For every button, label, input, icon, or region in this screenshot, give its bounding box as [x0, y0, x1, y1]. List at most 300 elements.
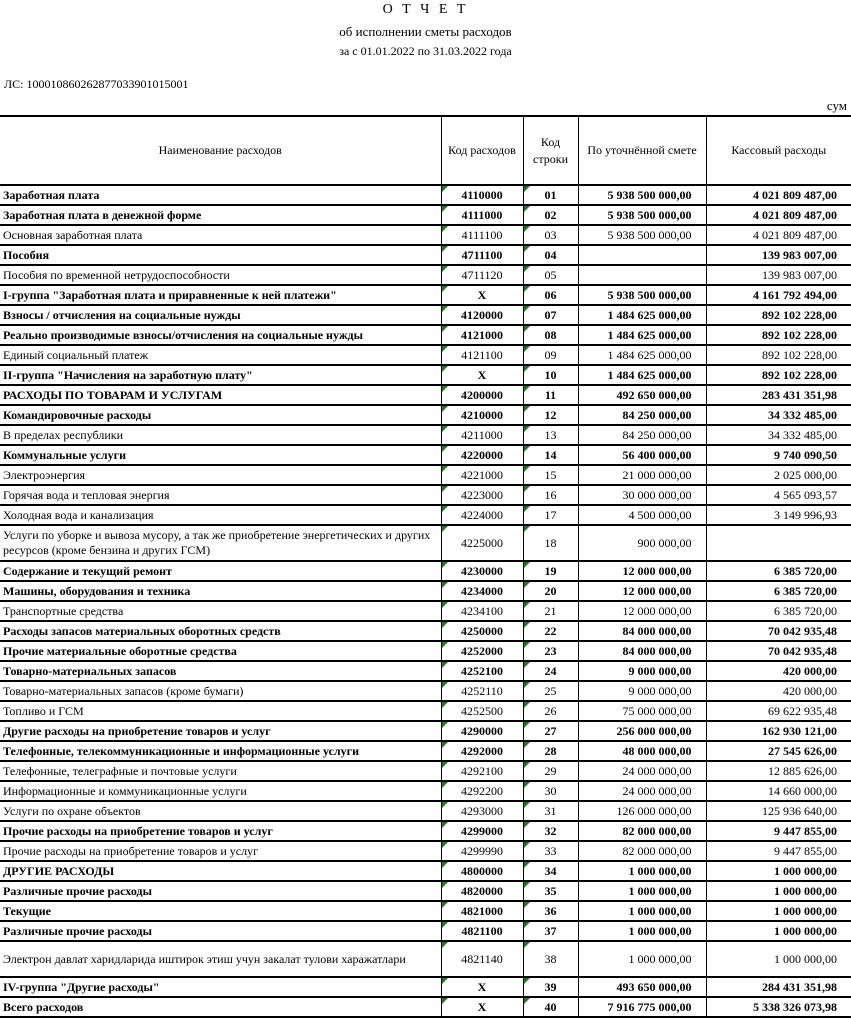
expense-code-cell: [441, 581, 523, 601]
expense-code-cell: [441, 485, 523, 505]
table-row: [0, 205, 851, 225]
planned-amount-cell-text: 9 000 000,00: [628, 663, 692, 678]
line-code-cell: [523, 701, 578, 721]
cash-amount-cell: [706, 285, 851, 305]
expense-code-cell: [441, 641, 523, 661]
line-code-cell: [523, 601, 578, 621]
cell-note-marker-icon: [442, 662, 448, 668]
cell-note-marker-icon: [442, 306, 448, 312]
account-number: ЛС: 100010860262877033901015001: [4, 77, 189, 91]
expense-code-cell: [441, 861, 523, 881]
cash-amount-cell: [706, 185, 851, 205]
line-code-cell-text: 11: [544, 387, 557, 402]
cell-note-marker-icon: [524, 942, 530, 948]
expense-code-cell: [441, 781, 523, 801]
expense-name-cell: [0, 225, 441, 245]
cell-note-marker-icon: [442, 722, 448, 728]
cell-note-marker-icon: [442, 266, 448, 272]
table-row: [0, 485, 851, 505]
expense-code-cell-text: 4293000: [461, 803, 503, 818]
expense-name-cell: [0, 365, 441, 385]
expense-code-cell-text: 4292000: [461, 743, 503, 758]
planned-amount-cell-text: 1 000 000,00: [628, 951, 692, 966]
cell-note-marker-icon: [442, 286, 448, 292]
cash-amount-cell-text: 3 149 996,93: [774, 507, 837, 522]
line-code-cell: [523, 285, 578, 305]
cash-amount-cell-text: 70 042 935,48: [768, 643, 837, 658]
planned-amount-cell: [578, 721, 706, 741]
planned-amount-cell: [578, 561, 706, 581]
cash-amount-cell: [706, 701, 851, 721]
expense-name-cell-text: Командировочные расходы: [3, 407, 152, 422]
expense-name-cell: [0, 305, 441, 325]
cell-note-marker-icon: [442, 366, 448, 372]
planned-amount-cell: [578, 581, 706, 601]
expense-code-cell: [441, 681, 523, 701]
expense-code-cell: [441, 285, 523, 305]
expense-name-cell-text: Электрон давлат харидларида иштирок этиш учун закалат тулови харажатлари: [3, 951, 406, 966]
line-code-cell-text: 27: [544, 723, 557, 738]
table-row: [0, 525, 851, 561]
expense-code-cell: [441, 345, 523, 365]
line-code-cell-text: 04: [544, 247, 557, 262]
line-code-cell-text: 31: [544, 803, 557, 818]
line-code-cell-text: 08: [544, 327, 557, 342]
planned-amount-cell-text: 84 250 000,00: [622, 407, 692, 422]
expense-code-cell: [441, 977, 523, 997]
line-code-cell-text: 14: [544, 447, 557, 462]
expense-name-cell-text: Прочие материальные оборотные средства: [3, 643, 237, 658]
expense-name-cell-text: Различные прочие расходы: [3, 923, 152, 938]
cell-note-marker-icon: [442, 246, 448, 252]
cell-note-marker-icon: [524, 682, 530, 688]
line-code-cell: [523, 977, 578, 997]
expense-code-cell-text: X: [477, 367, 487, 382]
cell-note-marker-icon: [524, 722, 530, 728]
expense-name-cell-text: Холодная вода и канализация: [3, 507, 154, 522]
cell-note-marker-icon: [442, 842, 448, 848]
expense-name-cell: [0, 941, 441, 977]
expense-name-cell: [0, 661, 441, 681]
cash-amount-cell-text: 125 936 640,00: [762, 803, 837, 818]
line-code-cell: [523, 485, 578, 505]
planned-amount-cell: [578, 465, 706, 485]
expense-code-cell: [441, 997, 523, 1017]
expense-name-cell: [0, 185, 441, 205]
table-row: [0, 721, 851, 741]
cell-note-marker-icon: [524, 466, 530, 472]
planned-amount-cell-text: 493 650 000,00: [616, 979, 692, 994]
cash-amount-cell-text: 9 740 090,50: [774, 447, 837, 462]
cell-note-marker-icon: [524, 862, 530, 868]
planned-amount-cell-text: 5 938 500 000,00: [607, 287, 692, 302]
column-header-cash: Кассовый расходы: [706, 116, 851, 185]
expense-code-cell-text: 4821100: [461, 923, 503, 938]
cash-amount-cell-text: 5 338 326 073,98: [753, 999, 837, 1014]
planned-amount-cell-text: 5 938 500 000,00: [607, 227, 692, 242]
expense-name-cell: [0, 997, 441, 1017]
expense-code-cell-text: 4711100: [461, 247, 503, 262]
expense-code-cell-text: 4252500: [461, 703, 503, 718]
expense-code-cell: [441, 841, 523, 861]
column-header-name: Наименование расходов: [0, 116, 441, 185]
planned-amount-cell-text: 75 000 000,00: [622, 703, 692, 718]
planned-amount-cell-text: 24 000 000,00: [622, 783, 692, 798]
expense-code-cell-text: 4292200: [461, 783, 503, 798]
cell-note-marker-icon: [524, 186, 530, 192]
expense-code-cell: [441, 801, 523, 821]
cell-note-marker-icon: [442, 742, 448, 748]
cell-note-marker-icon: [442, 882, 448, 888]
planned-amount-cell-text: 1 000 000,00: [628, 923, 692, 938]
expense-code-cell: [441, 405, 523, 425]
cash-amount-cell: [706, 305, 851, 325]
cash-amount-cell: [706, 225, 851, 245]
planned-amount-cell: [578, 781, 706, 801]
expense-code-cell-text: X: [477, 287, 487, 302]
line-code-cell-text: 02: [544, 207, 557, 222]
expense-name-cell: [0, 505, 441, 525]
cell-note-marker-icon: [524, 842, 530, 848]
table-row: [0, 681, 851, 701]
cash-amount-cell-text: 27 545 626,00: [768, 743, 837, 758]
planned-amount-cell: [578, 265, 706, 285]
planned-amount-cell: [578, 445, 706, 465]
expense-name-cell: [0, 445, 441, 465]
expense-name-cell-text: Текущие: [3, 903, 51, 918]
expense-name-cell-text: Пособия: [3, 247, 50, 262]
cash-amount-cell-text: 283 431 351,98: [762, 387, 837, 402]
cash-amount-cell: [706, 741, 851, 761]
expense-code-cell: [441, 305, 523, 325]
line-code-cell-text: 26: [544, 703, 557, 718]
cell-note-marker-icon: [442, 186, 448, 192]
expense-name-cell-text: Услуги по уборке и вывоза мусору, а так же приобретение энергетических и других ресурсов (кроме бензина и других ГСМ): [3, 528, 431, 557]
expense-code-cell-text: 4821140: [461, 951, 503, 966]
cell-note-marker-icon: [524, 286, 530, 292]
cell-note-marker-icon: [524, 642, 530, 648]
expense-name-cell: [0, 205, 441, 225]
line-code-cell: [523, 425, 578, 445]
expense-name-cell: [0, 285, 441, 305]
cell-note-marker-icon: [442, 226, 448, 232]
expense-name-cell-text: Основная заработная плата: [3, 227, 143, 242]
cash-amount-cell: [706, 941, 851, 977]
expense-name-cell: [0, 465, 441, 485]
column-header-expense-code: Код расходов: [441, 116, 523, 185]
cash-amount-cell: [706, 245, 851, 265]
cash-amount-cell-text: 6 385 720,00: [774, 583, 837, 598]
planned-amount-cell-text: 48 000 000,00: [622, 743, 692, 758]
table-row: [0, 185, 851, 205]
expense-name-cell: [0, 405, 441, 425]
expense-name-cell: [0, 821, 441, 841]
expense-code-cell: [441, 941, 523, 977]
cash-amount-cell-text: 70 042 935,48: [768, 623, 837, 638]
cash-amount-cell: [706, 485, 851, 505]
cash-amount-cell: [706, 205, 851, 225]
expense-code-cell: [441, 465, 523, 485]
expense-name-cell: [0, 601, 441, 621]
line-code-cell: [523, 205, 578, 225]
table-row: [0, 385, 851, 405]
expense-code-cell: [441, 921, 523, 941]
column-header-planned: По уточнённой смете: [578, 116, 706, 185]
line-code-cell-text: 29: [544, 763, 557, 778]
cash-amount-cell-text: 6 385 720,00: [774, 563, 837, 578]
expense-name-cell-text: I-группа "Заработная плата и приравненные к ней платежи": [3, 287, 337, 302]
cell-note-marker-icon: [442, 562, 448, 568]
planned-amount-cell-text: 82 000 000,00: [622, 843, 692, 858]
cell-note-marker-icon: [442, 426, 448, 432]
cash-amount-cell-text: 892 102 228,00: [762, 367, 837, 382]
expense-name-cell-text: Прочие расходы на приобретение товаров и услуг: [3, 823, 273, 838]
cell-note-marker-icon: [524, 742, 530, 748]
cell-note-marker-icon: [442, 822, 448, 828]
cell-note-marker-icon: [442, 702, 448, 708]
expense-name-cell-text: Товарно-материальных запасов: [3, 663, 177, 678]
cell-note-marker-icon: [442, 902, 448, 908]
table-row: [0, 445, 851, 465]
planned-amount-cell-text: 9 000 000,00: [628, 683, 692, 698]
cash-amount-cell: [706, 841, 851, 861]
cash-amount-cell-text: 69 622 935,48: [768, 703, 837, 718]
cash-amount-cell: [706, 265, 851, 285]
expense-name-cell-text: РАСХОДЫ ПО ТОВАРАМ И УСЛУГАМ: [3, 387, 223, 402]
expense-code-cell-text: 4299000: [461, 823, 503, 838]
expense-name-cell: [0, 325, 441, 345]
expense-name-cell-text: В пределах республики: [3, 427, 124, 442]
cell-note-marker-icon: [442, 466, 448, 472]
cell-note-marker-icon: [524, 426, 530, 432]
cell-note-marker-icon: [524, 822, 530, 828]
expense-name-cell: [0, 425, 441, 445]
expense-code-cell-text: 4252100: [461, 663, 503, 678]
line-code-cell: [523, 405, 578, 425]
planned-amount-cell-text: 1 484 625 000,00: [607, 307, 692, 322]
expense-name-cell: [0, 485, 441, 505]
expense-name-cell-text: Другие расходы на приобретение товаров и услуг: [3, 723, 271, 738]
line-code-cell-text: 09: [544, 347, 557, 362]
expense-name-cell: [0, 781, 441, 801]
expense-name-cell: [0, 621, 441, 641]
expense-name-cell: [0, 561, 441, 581]
expense-code-cell: [441, 525, 523, 561]
expense-code-cell-text: 4252000: [461, 643, 503, 658]
line-code-cell: [523, 997, 578, 1017]
expense-name-cell-text: Различные прочие расходы: [3, 883, 152, 898]
cell-note-marker-icon: [442, 446, 448, 452]
cell-note-marker-icon: [442, 682, 448, 688]
table-row: [0, 901, 851, 921]
planned-amount-cell: [578, 205, 706, 225]
expense-code-cell-text: 4210000: [461, 407, 503, 422]
expense-name-cell: [0, 721, 441, 741]
cash-amount-cell-text: 162 930 121,00: [762, 723, 837, 738]
planned-amount-cell-text: 4 500 000,00: [628, 507, 692, 522]
expense-code-cell: [441, 205, 523, 225]
cell-note-marker-icon: [442, 762, 448, 768]
cell-note-marker-icon: [524, 406, 530, 412]
planned-amount-cell: [578, 701, 706, 721]
expense-code-cell: [441, 881, 523, 901]
expense-code-cell-text: 4225000: [461, 535, 503, 550]
cell-note-marker-icon: [442, 642, 448, 648]
line-code-cell: [523, 941, 578, 977]
expense-code-cell: [441, 601, 523, 621]
planned-amount-cell-text: 5 938 500 000,00: [607, 207, 692, 222]
table-row: [0, 941, 851, 977]
table-row: [0, 245, 851, 265]
planned-amount-cell-text: 12 000 000,00: [622, 583, 692, 598]
table-row: [0, 325, 851, 345]
line-code-cell: [523, 185, 578, 205]
expense-code-cell: [441, 385, 523, 405]
line-code-cell-text: 28: [544, 743, 557, 758]
cash-amount-cell-text: 420 000,00: [783, 683, 837, 698]
planned-amount-cell: [578, 345, 706, 365]
planned-amount-cell: [578, 741, 706, 761]
cash-amount-cell: [706, 921, 851, 941]
table-row: [0, 761, 851, 781]
cash-amount-cell-text: 420 000,00: [783, 663, 837, 678]
cash-amount-cell: [706, 661, 851, 681]
cell-note-marker-icon: [442, 802, 448, 808]
line-code-cell: [523, 561, 578, 581]
planned-amount-cell: [578, 485, 706, 505]
line-code-cell-text: 23: [544, 643, 557, 658]
expense-name-cell-text: Машины, оборудования и техника: [3, 583, 191, 598]
table-row: [0, 997, 851, 1017]
planned-amount-cell: [578, 821, 706, 841]
expense-name-cell-text: II-группа "Начисления на заработную плату": [3, 367, 253, 382]
line-code-cell: [523, 305, 578, 325]
column-header-line-code: Код строки: [523, 116, 578, 185]
cell-note-marker-icon: [524, 622, 530, 628]
cell-note-marker-icon: [524, 602, 530, 608]
expense-code-cell: [441, 741, 523, 761]
cash-amount-cell: [706, 781, 851, 801]
table-row: [0, 305, 851, 325]
planned-amount-cell-text: 82 000 000,00: [622, 823, 692, 838]
planned-amount-cell-text: 256 000 000,00: [616, 723, 692, 738]
expense-code-cell: [441, 225, 523, 245]
expense-code-cell: [441, 901, 523, 921]
expense-code-cell-text: 4121100: [461, 347, 503, 362]
expense-name-cell: [0, 801, 441, 821]
line-code-cell: [523, 505, 578, 525]
cash-amount-cell-text: 12 885 626,00: [768, 763, 837, 778]
expense-name-cell: [0, 901, 441, 921]
planned-amount-cell: [578, 661, 706, 681]
expense-name-cell: [0, 385, 441, 405]
table-row: [0, 921, 851, 941]
expense-code-cell-text: 4200000: [461, 387, 503, 402]
expense-name-cell: [0, 681, 441, 701]
cell-note-marker-icon: [524, 206, 530, 212]
cell-note-marker-icon: [524, 998, 530, 1004]
line-code-cell: [523, 641, 578, 661]
cash-amount-cell-text: 1 000 000,00: [774, 903, 837, 918]
line-code-cell: [523, 781, 578, 801]
cash-amount-cell-text: 4 021 809 487,00: [753, 187, 837, 202]
expense-name-cell-text: Всего расходов: [3, 999, 84, 1014]
planned-amount-cell-text: 84 000 000,00: [622, 643, 692, 658]
planned-amount-cell: [578, 245, 706, 265]
line-code-cell-text: 05: [544, 267, 557, 282]
expense-code-cell: [441, 821, 523, 841]
planned-amount-cell-text: 21 000 000,00: [622, 467, 692, 482]
expense-code-cell: [441, 505, 523, 525]
cash-amount-cell-text: 892 102 228,00: [762, 347, 837, 362]
cell-note-marker-icon: [524, 762, 530, 768]
line-code-cell-text: 38: [544, 951, 557, 966]
cell-note-marker-icon: [442, 998, 448, 1004]
planned-amount-cell: [578, 681, 706, 701]
planned-amount-cell: [578, 881, 706, 901]
planned-amount-cell: [578, 525, 706, 561]
line-code-cell-text: 18: [544, 535, 557, 550]
line-code-cell: [523, 365, 578, 385]
table-row: [0, 661, 851, 681]
cell-note-marker-icon: [442, 526, 448, 532]
line-code-cell-text: 07: [544, 307, 557, 322]
cash-amount-cell-text: 9 447 855,00: [774, 843, 837, 858]
report-period: за с 01.01.2022 по 31.03.2022 года: [339, 44, 512, 58]
planned-amount-cell-text: 12 000 000,00: [622, 603, 692, 618]
line-code-cell: [523, 225, 578, 245]
expense-name-cell-text: Реально производимые взносы/отчисления на социальные нужды: [3, 327, 363, 342]
expense-name-cell: [0, 977, 441, 997]
cell-note-marker-icon: [524, 782, 530, 788]
cash-amount-cell-text: 9 447 855,00: [774, 823, 837, 838]
planned-amount-cell: [578, 505, 706, 525]
cell-note-marker-icon: [524, 506, 530, 512]
table-row: [0, 601, 851, 621]
expense-name-cell-text: Расходы запасов материальных оборотных средств: [3, 623, 281, 638]
cell-note-marker-icon: [524, 902, 530, 908]
table-row: [0, 977, 851, 997]
cash-amount-cell-text: 34 332 485,00: [768, 407, 837, 422]
planned-amount-cell-text: 12 000 000,00: [622, 563, 692, 578]
report-title: О Т Ч Е Т: [382, 2, 469, 17]
planned-amount-cell: [578, 601, 706, 621]
cash-amount-cell: [706, 561, 851, 581]
expense-name-cell-text: Заработная плата в денежной форме: [3, 207, 202, 222]
expense-code-cell-text: 4223000: [461, 487, 503, 502]
expense-code-cell: [441, 761, 523, 781]
cell-note-marker-icon: [524, 446, 530, 452]
expense-code-cell: [441, 265, 523, 285]
expense-name-cell: [0, 581, 441, 601]
planned-amount-cell: [578, 285, 706, 305]
expense-code-cell-text: 4252110: [461, 683, 503, 698]
expense-name-cell-text: IV-группа "Другие расходы": [3, 979, 160, 994]
cash-amount-cell: [706, 721, 851, 741]
expense-name-cell: [0, 881, 441, 901]
line-code-cell-text: 36: [544, 903, 557, 918]
cell-note-marker-icon: [524, 662, 530, 668]
cash-amount-cell-text: 4 021 809 487,00: [753, 227, 837, 242]
line-code-cell: [523, 245, 578, 265]
expense-name-cell-text: Товарно-материальных запасов (кроме бумаги): [3, 683, 244, 698]
expense-name-cell: [0, 701, 441, 721]
line-code-cell-text: 30: [544, 783, 557, 798]
cash-amount-cell-text: 34 332 485,00: [768, 427, 837, 442]
cash-amount-cell: [706, 621, 851, 641]
expense-name-cell: [0, 245, 441, 265]
line-code-cell-text: 22: [544, 623, 557, 638]
